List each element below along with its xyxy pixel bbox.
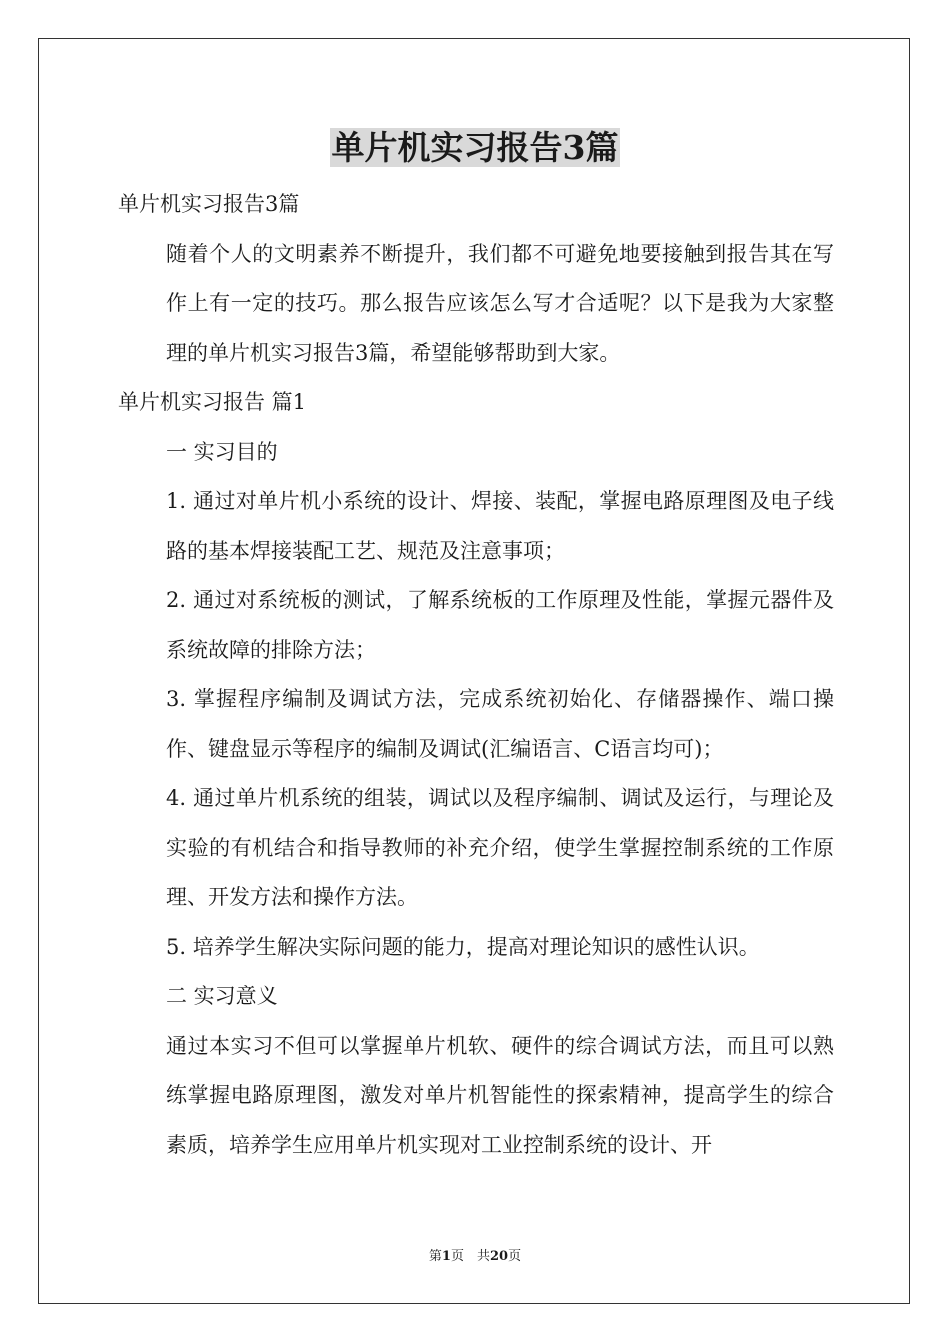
document-title (0, 126, 950, 170)
paragraph-intro: 随着个人的文明素养不断提升，我们都不可避免地要接触到报告其在写作上有一定的技巧。那么报告应该怎么写才合适呢？以下是我为大家整理的单片机实习报告3篇，希望能够帮助到大家。 (166, 241, 834, 365)
footer-total-pages: 20 (489, 1249, 509, 1264)
footer-page-mid: 页 共 (450, 1249, 490, 1264)
footer-page-prefix: 第 (428, 1249, 442, 1264)
footer-current-page: 1 (441, 1249, 451, 1264)
list-item-3: 3. 掌握程序编制及调试方法，完成系统初始化、存储器操作、端口操作、键盘显示等程序的编制及调试(汇编语言、C语言均可)； (166, 687, 834, 761)
paragraph-significance: 通过本实习不但可以掌握单片机软、硬件的综合调试方法，而且可以熟练掌握电路原理图，激发对单片机智能性的探索精神，提高学生的综合素质，培养学生应用单片机实现对工业控制系统的设计、开 (166, 1033, 834, 1157)
section-heading: 单片机实习报告 篇1 (118, 390, 307, 414)
footer-page-suffix: 页 (508, 1249, 522, 1264)
page-footer (0, 1248, 950, 1266)
list-item-2: 2. 通过对系统板的测试，了解系统板的工作原理及性能，掌握元器件及系统故障的排除方法； (166, 588, 834, 662)
list-item-5: 5. 培养学生解决实际问题的能力，提高对理论知识的感性认识。 (166, 934, 760, 959)
paragraph-heading: 单片机实习报告3篇 (118, 192, 300, 216)
list-item-4: 4. 通过单片机系统的组装，调试以及程序编制、调试及运行，与理论及实验的有机结合和指导教师的补充介绍，使学生掌握控制系统的工作原理、开发方法和操作方法。 (166, 786, 834, 909)
document-title-text: 单片机实习报告3篇 (331, 128, 619, 167)
document-body (118, 180, 834, 1170)
list-item-1: 1. 通过对单片机小系统的设计、焊接、装配，掌握电路原理图及电子线路的基本焊接装配工艺、规范及注意事项； (166, 489, 834, 563)
subsection-heading-significance: 二 实习意义 (166, 984, 278, 1008)
subsection-heading-purpose: 一 实习目的 (166, 439, 278, 464)
